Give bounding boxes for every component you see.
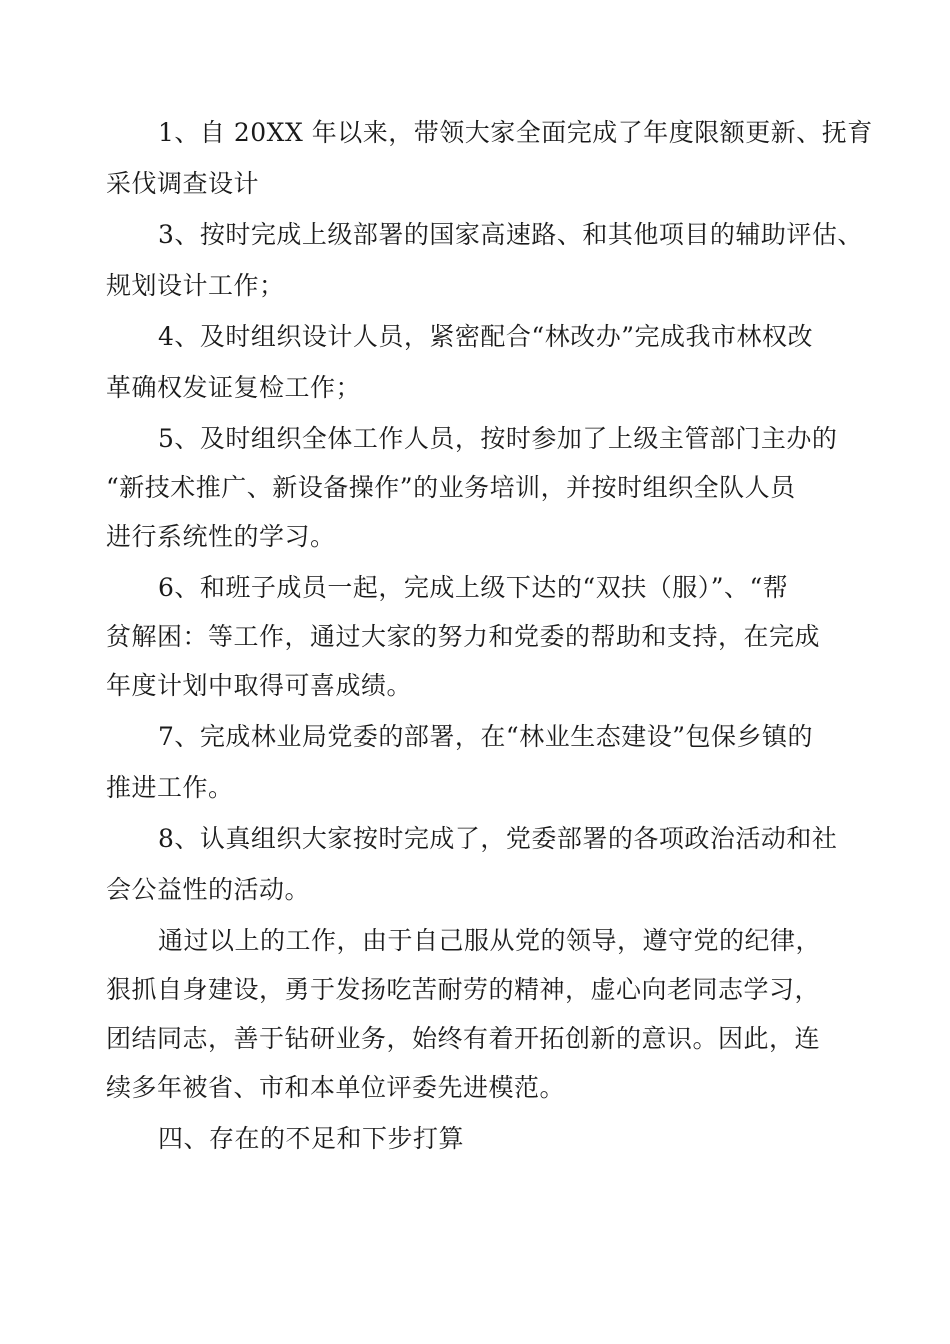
paragraph-6-line-1: 7、完成林业局党委的部署，在“林业生态建设”包保乡镇的 — [158, 722, 813, 751]
paragraph-7-line-1: 8、认真组织大家按时完成了，党委部署的各项政治活动和社 — [158, 824, 838, 853]
paragraph-8-line-2: 狠抓自身建设，勇于发扬吃苦耐劳的精神，虚心向老同志学习， — [106, 975, 821, 1004]
paragraph-1-line-1: 1、自 20XX 年以来，带领大家全面完成了年度限额更新、抚育 — [158, 118, 873, 147]
paragraph-1-line-2: 采伐调查设计 — [106, 169, 260, 198]
section-heading: 四、存在的不足和下步打算 — [158, 1124, 465, 1153]
paragraph-7-line-2: 会公益性的活动。 — [106, 875, 311, 904]
paragraph-5-line-2: 贫解困：等工作，通过大家的努力和党委的帮助和支持，在完成 — [106, 622, 821, 651]
paragraph-4-line-1: 5、及时组织全体工作人员，按时参加了上级主管部门主办的 — [158, 424, 838, 453]
paragraph-4-line-2: “新技术推广、新设备操作”的业务培训，并按时组织全队人员 — [106, 473, 796, 502]
paragraph-3-line-2: 革确权发证复检工作； — [106, 373, 362, 402]
paragraph-8-line-4: 续多年被省、市和本单位评委先进模范。 — [106, 1073, 566, 1102]
paragraph-5-line-3: 年度计划中取得可喜成绩。 — [106, 671, 413, 700]
paragraph-2-line-1: 3、按时完成上级部署的国家高速路、和其他项目的辅助评估、 — [158, 220, 863, 249]
paragraph-5-line-1: 6、和班子成员一起，完成上级下达的“双扶（服）”、“帮 — [158, 573, 789, 602]
paragraph-8-line-1: 通过以上的工作，由于自己服从党的领导，遵守党的纪律， — [158, 926, 822, 955]
paragraph-2-line-2: 规划设计工作； — [106, 271, 285, 300]
paragraph-8-line-3: 团结同志，善于钻研业务，始终有着开拓创新的意识。因此，连 — [106, 1024, 821, 1053]
paragraph-4-line-3: 进行系统性的学习。 — [106, 522, 336, 551]
paragraph-6-line-2: 推进工作。 — [106, 773, 234, 802]
paragraph-3-line-1: 4、及时组织设计人员，紧密配合“林改办”完成我市林权改 — [158, 322, 813, 351]
